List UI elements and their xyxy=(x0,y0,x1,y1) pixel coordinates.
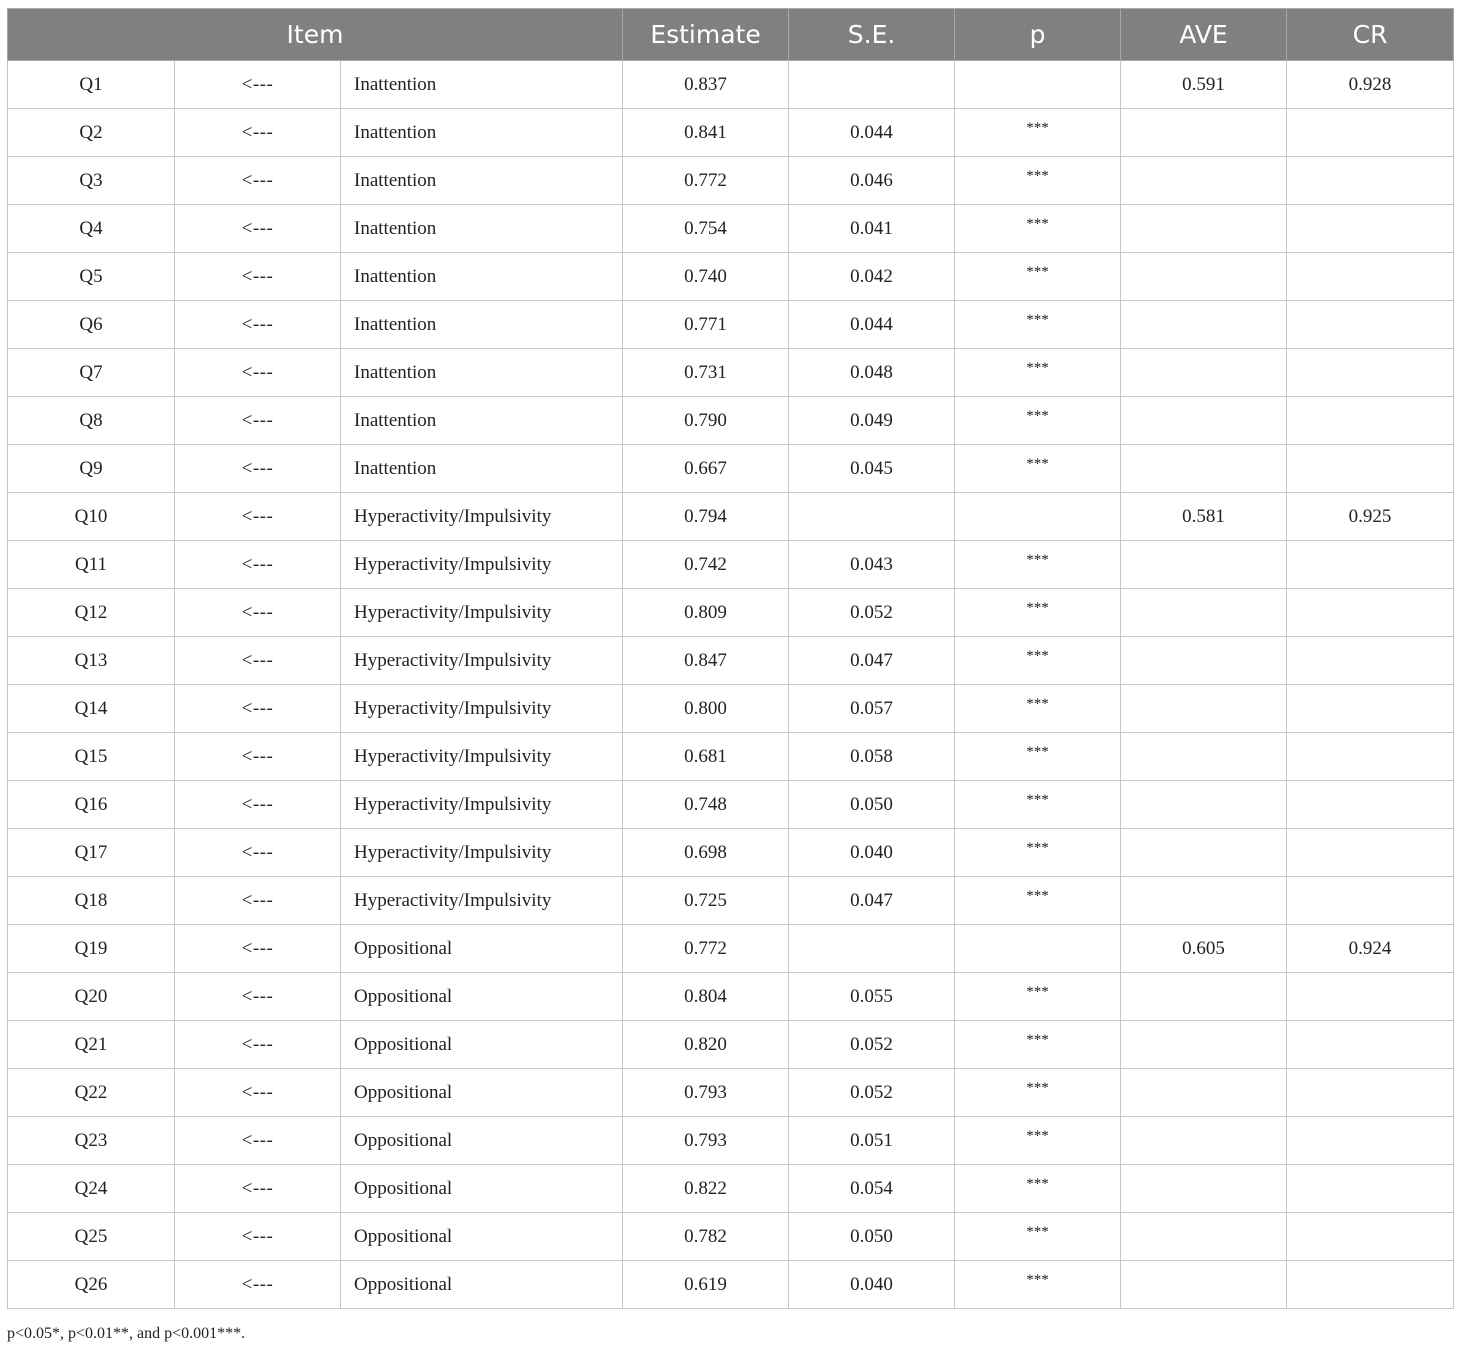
cell-se: 0.048 xyxy=(789,349,955,397)
cell-p xyxy=(955,877,1121,925)
cell-se: 0.044 xyxy=(789,109,955,157)
cell-ave xyxy=(1121,205,1287,253)
cell-se: 0.045 xyxy=(789,445,955,493)
cell-item: Q15 xyxy=(8,733,175,781)
cell-p xyxy=(955,1069,1121,1117)
significance-stars: *** xyxy=(1026,264,1049,280)
cell-ave: 0.591 xyxy=(1121,61,1287,109)
table-row xyxy=(8,829,1454,877)
cell-p xyxy=(955,1021,1121,1069)
cell-item: Q21 xyxy=(8,1021,175,1069)
cell-item: Q5 xyxy=(8,253,175,301)
cell-estimate: 0.794 xyxy=(623,493,789,541)
cell-ave xyxy=(1121,1213,1287,1261)
cell-p xyxy=(955,301,1121,349)
table-body xyxy=(8,61,1454,1309)
cell-ave xyxy=(1121,397,1287,445)
cell-factor: Inattention xyxy=(341,61,623,109)
cell-item: Q2 xyxy=(8,109,175,157)
cell-se: 0.058 xyxy=(789,733,955,781)
cell-cr xyxy=(1287,1165,1454,1213)
cell-p xyxy=(955,157,1121,205)
cell-estimate: 0.725 xyxy=(623,877,789,925)
significance-stars: *** xyxy=(1026,1272,1049,1288)
cell-item: Q25 xyxy=(8,1213,175,1261)
cell-factor: Inattention xyxy=(341,445,623,493)
cell-factor: Oppositional xyxy=(341,1117,623,1165)
cell-estimate: 0.782 xyxy=(623,1213,789,1261)
header-cr: CR xyxy=(1287,9,1454,61)
cell-p xyxy=(955,973,1121,1021)
cell-factor: Hyperactivity/Impulsivity xyxy=(341,829,623,877)
cell-ave: 0.581 xyxy=(1121,493,1287,541)
cell-arrow: <--- xyxy=(175,637,341,685)
table-row xyxy=(8,205,1454,253)
cell-p xyxy=(955,61,1121,109)
cell-estimate: 0.837 xyxy=(623,61,789,109)
cell-se: 0.043 xyxy=(789,541,955,589)
table-row xyxy=(8,589,1454,637)
cell-p xyxy=(955,541,1121,589)
cell-ave xyxy=(1121,1261,1287,1309)
cell-p xyxy=(955,109,1121,157)
table-row xyxy=(8,685,1454,733)
cell-ave xyxy=(1121,349,1287,397)
cell-p xyxy=(955,1213,1121,1261)
cell-se: 0.040 xyxy=(789,829,955,877)
cell-arrow: <--- xyxy=(175,973,341,1021)
cell-se: 0.046 xyxy=(789,157,955,205)
cell-arrow: <--- xyxy=(175,685,341,733)
cell-ave xyxy=(1121,829,1287,877)
table-row xyxy=(8,493,1454,541)
table-row xyxy=(8,445,1454,493)
cell-estimate: 0.754 xyxy=(623,205,789,253)
cell-arrow: <--- xyxy=(175,877,341,925)
cell-se: 0.054 xyxy=(789,1165,955,1213)
cell-cr xyxy=(1287,205,1454,253)
cell-ave xyxy=(1121,781,1287,829)
cell-p xyxy=(955,781,1121,829)
cell-estimate: 0.809 xyxy=(623,589,789,637)
cell-arrow: <--- xyxy=(175,733,341,781)
cell-factor: Hyperactivity/Impulsivity xyxy=(341,541,623,589)
significance-stars: *** xyxy=(1026,312,1049,328)
cell-factor: Oppositional xyxy=(341,925,623,973)
significance-stars: *** xyxy=(1026,1128,1049,1144)
cell-se: 0.052 xyxy=(789,1069,955,1117)
cell-factor: Oppositional xyxy=(341,1069,623,1117)
table-row xyxy=(8,1021,1454,1069)
table-row xyxy=(8,1117,1454,1165)
cell-factor: Hyperactivity/Impulsivity xyxy=(341,685,623,733)
significance-stars: *** xyxy=(1026,408,1049,424)
cell-estimate: 0.681 xyxy=(623,733,789,781)
cell-se: 0.052 xyxy=(789,1021,955,1069)
cell-factor: Oppositional xyxy=(341,1213,623,1261)
cell-item: Q11 xyxy=(8,541,175,589)
cell-p xyxy=(955,1117,1121,1165)
cell-factor: Hyperactivity/Impulsivity xyxy=(341,493,623,541)
cell-p xyxy=(955,205,1121,253)
cell-item: Q1 xyxy=(8,61,175,109)
cell-cr xyxy=(1287,685,1454,733)
significance-stars: *** xyxy=(1026,360,1049,376)
cell-estimate: 0.772 xyxy=(623,925,789,973)
cell-ave xyxy=(1121,445,1287,493)
table-row xyxy=(8,157,1454,205)
significance-stars: *** xyxy=(1026,552,1049,568)
cell-arrow: <--- xyxy=(175,1261,341,1309)
cell-se: 0.044 xyxy=(789,301,955,349)
cell-ave xyxy=(1121,637,1287,685)
cell-cr xyxy=(1287,397,1454,445)
significance-stars: *** xyxy=(1026,1224,1049,1240)
cell-arrow: <--- xyxy=(175,781,341,829)
table-footnote: p<0.05*, p<0.01**, and p<0.001***. xyxy=(7,1325,246,1342)
cell-estimate: 0.793 xyxy=(623,1117,789,1165)
cell-cr xyxy=(1287,829,1454,877)
cell-factor: Oppositional xyxy=(341,1261,623,1309)
cell-estimate: 0.822 xyxy=(623,1165,789,1213)
cell-factor: Inattention xyxy=(341,253,623,301)
cell-ave: 0.605 xyxy=(1121,925,1287,973)
cell-se xyxy=(789,493,955,541)
cell-p xyxy=(955,685,1121,733)
table-row xyxy=(8,877,1454,925)
cell-estimate: 0.847 xyxy=(623,637,789,685)
cell-ave xyxy=(1121,109,1287,157)
cell-cr xyxy=(1287,973,1454,1021)
cell-p xyxy=(955,1165,1121,1213)
significance-stars: *** xyxy=(1026,456,1049,472)
cell-factor: Oppositional xyxy=(341,1165,623,1213)
cell-cr xyxy=(1287,349,1454,397)
cell-factor: Hyperactivity/Impulsivity xyxy=(341,733,623,781)
cell-ave xyxy=(1121,589,1287,637)
cell-p xyxy=(955,445,1121,493)
cell-factor: Inattention xyxy=(341,157,623,205)
significance-stars: *** xyxy=(1026,648,1049,664)
header-ave: AVE xyxy=(1121,9,1287,61)
cell-se: 0.050 xyxy=(789,1213,955,1261)
cell-factor: Oppositional xyxy=(341,973,623,1021)
significance-stars: *** xyxy=(1026,1032,1049,1048)
significance-stars: *** xyxy=(1026,216,1049,232)
cell-p xyxy=(955,349,1121,397)
cell-estimate: 0.772 xyxy=(623,157,789,205)
cell-ave xyxy=(1121,1117,1287,1165)
cell-cr xyxy=(1287,1021,1454,1069)
cell-estimate: 0.804 xyxy=(623,973,789,1021)
cell-factor: Inattention xyxy=(341,349,623,397)
cell-item: Q4 xyxy=(8,205,175,253)
cell-estimate: 0.742 xyxy=(623,541,789,589)
significance-stars: *** xyxy=(1026,1176,1049,1192)
cell-item: Q8 xyxy=(8,397,175,445)
cell-se xyxy=(789,61,955,109)
cell-factor: Oppositional xyxy=(341,1021,623,1069)
cell-ave xyxy=(1121,877,1287,925)
cell-factor: Inattention xyxy=(341,301,623,349)
significance-stars: *** xyxy=(1026,1080,1049,1096)
cell-estimate: 0.793 xyxy=(623,1069,789,1117)
cell-ave xyxy=(1121,301,1287,349)
cell-item: Q6 xyxy=(8,301,175,349)
cell-cr xyxy=(1287,589,1454,637)
cell-arrow: <--- xyxy=(175,109,341,157)
table-container xyxy=(7,8,1453,1309)
cell-se: 0.049 xyxy=(789,397,955,445)
cell-cr xyxy=(1287,1213,1454,1261)
cell-item: Q26 xyxy=(8,1261,175,1309)
cell-estimate: 0.698 xyxy=(623,829,789,877)
cell-item: Q14 xyxy=(8,685,175,733)
cell-p xyxy=(955,493,1121,541)
cell-estimate: 0.771 xyxy=(623,301,789,349)
cell-p xyxy=(955,925,1121,973)
cell-arrow: <--- xyxy=(175,253,341,301)
cell-estimate: 0.748 xyxy=(623,781,789,829)
cell-p xyxy=(955,1261,1121,1309)
table-row xyxy=(8,1261,1454,1309)
cell-ave xyxy=(1121,1069,1287,1117)
table-row xyxy=(8,301,1454,349)
cell-factor: Hyperactivity/Impulsivity xyxy=(341,589,623,637)
cell-item: Q16 xyxy=(8,781,175,829)
cell-cr xyxy=(1287,301,1454,349)
significance-stars: *** xyxy=(1026,984,1049,1000)
cell-arrow: <--- xyxy=(175,445,341,493)
cell-arrow: <--- xyxy=(175,589,341,637)
cell-arrow: <--- xyxy=(175,829,341,877)
cell-p xyxy=(955,397,1121,445)
cell-p xyxy=(955,589,1121,637)
cell-estimate: 0.790 xyxy=(623,397,789,445)
cell-arrow: <--- xyxy=(175,925,341,973)
significance-stars: *** xyxy=(1026,600,1049,616)
cell-item: Q12 xyxy=(8,589,175,637)
cell-se: 0.055 xyxy=(789,973,955,1021)
cell-cr xyxy=(1287,1117,1454,1165)
cell-arrow: <--- xyxy=(175,1021,341,1069)
cell-p xyxy=(955,829,1121,877)
cell-cr xyxy=(1287,157,1454,205)
cell-cr xyxy=(1287,1069,1454,1117)
cell-cr xyxy=(1287,1261,1454,1309)
cell-cr xyxy=(1287,445,1454,493)
cell-factor: Inattention xyxy=(341,109,623,157)
cell-ave xyxy=(1121,253,1287,301)
cell-se: 0.042 xyxy=(789,253,955,301)
table-row xyxy=(8,397,1454,445)
cell-cr xyxy=(1287,253,1454,301)
cell-item: Q3 xyxy=(8,157,175,205)
cell-ave xyxy=(1121,1021,1287,1069)
cell-factor: Inattention xyxy=(341,205,623,253)
cell-arrow: <--- xyxy=(175,61,341,109)
cell-item: Q22 xyxy=(8,1069,175,1117)
table-row xyxy=(8,253,1454,301)
cell-cr: 0.925 xyxy=(1287,493,1454,541)
cell-se: 0.040 xyxy=(789,1261,955,1309)
cell-item: Q10 xyxy=(8,493,175,541)
table-row xyxy=(8,733,1454,781)
table-row xyxy=(8,1165,1454,1213)
cell-ave xyxy=(1121,157,1287,205)
cell-factor: Hyperactivity/Impulsivity xyxy=(341,877,623,925)
table-row xyxy=(8,637,1454,685)
table-row xyxy=(8,349,1454,397)
cell-estimate: 0.820 xyxy=(623,1021,789,1069)
significance-stars: *** xyxy=(1026,792,1049,808)
cell-se: 0.047 xyxy=(789,637,955,685)
cell-arrow: <--- xyxy=(175,1213,341,1261)
cell-cr: 0.928 xyxy=(1287,61,1454,109)
cell-cr xyxy=(1287,877,1454,925)
cell-ave xyxy=(1121,1165,1287,1213)
cell-se: 0.051 xyxy=(789,1117,955,1165)
significance-stars: *** xyxy=(1026,696,1049,712)
cell-arrow: <--- xyxy=(175,1117,341,1165)
cell-arrow: <--- xyxy=(175,301,341,349)
cell-item: Q9 xyxy=(8,445,175,493)
table-row xyxy=(8,109,1454,157)
cell-arrow: <--- xyxy=(175,157,341,205)
table-row xyxy=(8,1213,1454,1261)
cell-item: Q19 xyxy=(8,925,175,973)
cell-p xyxy=(955,733,1121,781)
cell-se: 0.050 xyxy=(789,781,955,829)
cell-arrow: <--- xyxy=(175,1165,341,1213)
cell-item: Q23 xyxy=(8,1117,175,1165)
cell-se: 0.041 xyxy=(789,205,955,253)
header-se: S.E. xyxy=(789,9,955,61)
cell-cr xyxy=(1287,109,1454,157)
cell-ave xyxy=(1121,541,1287,589)
table-row xyxy=(8,973,1454,1021)
significance-stars: *** xyxy=(1026,744,1049,760)
header-estimate: Estimate xyxy=(623,9,789,61)
cell-item: Q18 xyxy=(8,877,175,925)
cell-cr xyxy=(1287,541,1454,589)
cell-se xyxy=(789,925,955,973)
header-item: Item xyxy=(8,9,623,61)
cell-arrow: <--- xyxy=(175,397,341,445)
cell-p xyxy=(955,637,1121,685)
cell-estimate: 0.800 xyxy=(623,685,789,733)
cell-factor: Inattention xyxy=(341,397,623,445)
cell-arrow: <--- xyxy=(175,541,341,589)
cell-item: Q24 xyxy=(8,1165,175,1213)
cell-item: Q20 xyxy=(8,973,175,1021)
cell-estimate: 0.841 xyxy=(623,109,789,157)
cell-se: 0.052 xyxy=(789,589,955,637)
table-row xyxy=(8,541,1454,589)
cell-arrow: <--- xyxy=(175,493,341,541)
cell-cr: 0.924 xyxy=(1287,925,1454,973)
cell-item: Q13 xyxy=(8,637,175,685)
significance-stars: *** xyxy=(1026,168,1049,184)
cell-estimate: 0.619 xyxy=(623,1261,789,1309)
cell-factor: Hyperactivity/Impulsivity xyxy=(341,781,623,829)
table-row xyxy=(8,925,1454,973)
cell-ave xyxy=(1121,733,1287,781)
cell-cr xyxy=(1287,781,1454,829)
cell-cr xyxy=(1287,733,1454,781)
cell-item: Q17 xyxy=(8,829,175,877)
header-row xyxy=(8,9,1454,61)
cell-ave xyxy=(1121,685,1287,733)
cell-estimate: 0.731 xyxy=(623,349,789,397)
cell-arrow: <--- xyxy=(175,205,341,253)
cell-arrow: <--- xyxy=(175,1069,341,1117)
significance-stars: *** xyxy=(1026,888,1049,904)
table-row xyxy=(8,781,1454,829)
cell-arrow: <--- xyxy=(175,349,341,397)
cell-estimate: 0.667 xyxy=(623,445,789,493)
cell-p xyxy=(955,253,1121,301)
table-row xyxy=(8,1069,1454,1117)
table-row xyxy=(8,61,1454,109)
significance-stars: *** xyxy=(1026,840,1049,856)
header-p: p xyxy=(955,9,1121,61)
cell-estimate: 0.740 xyxy=(623,253,789,301)
cell-item: Q7 xyxy=(8,349,175,397)
cell-factor: Hyperactivity/Impulsivity xyxy=(341,637,623,685)
cfa-results-table xyxy=(7,8,1454,1309)
significance-stars: *** xyxy=(1026,120,1049,136)
cell-se: 0.047 xyxy=(789,877,955,925)
cell-ave xyxy=(1121,973,1287,1021)
cell-se: 0.057 xyxy=(789,685,955,733)
cell-cr xyxy=(1287,637,1454,685)
